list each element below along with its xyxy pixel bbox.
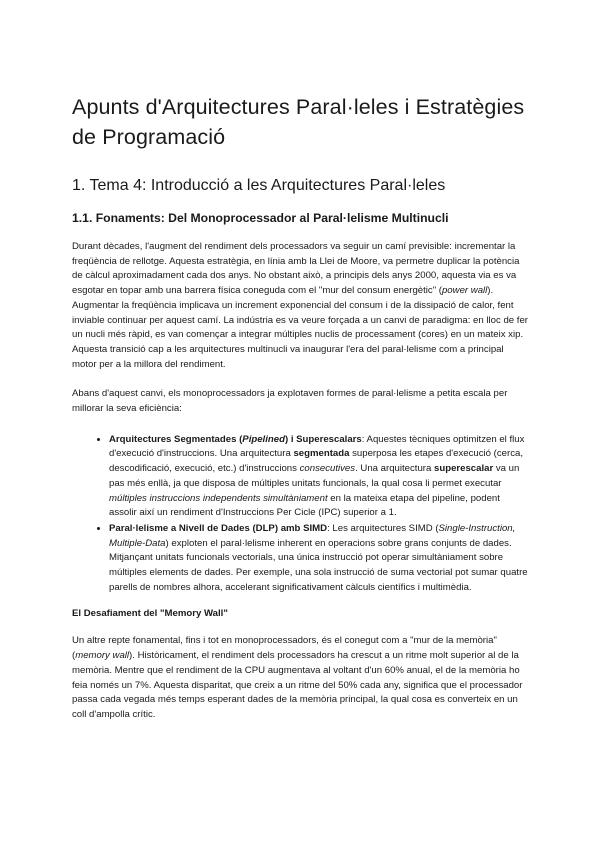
bullet2-title: Paral·lelisme a Nivell de Dades (DLP) amb SIMD [109, 522, 328, 534]
subheading-memory-wall: El Desafiament del "Memory Wall" [72, 608, 228, 620]
bullet1-emphasis-2: múltiples instruccions independents simultàniament [109, 492, 328, 504]
para3-emphasis: memory wall [75, 650, 130, 662]
list-item-simd [109, 521, 528, 596]
chapter-heading: 1. Tema 4: Introducció a les Arquitectures Paral·leles [72, 177, 446, 194]
bullet1-keyword-1: segmentada [293, 448, 350, 460]
para1-text-b: ). Augmentar la freqüència implicava un increment exponencial del consum i de la dissipació de calor, fent inviable continuar per aquest camí. La indústria es va veure forçada a un canvi de paradigma: en lloc de fer un nucli més ràpid, es van començar a integrar múltiples nuclis de processament (cores) en un mateix xip. Aquesta transició cap a les arquitectures multinucli va inaugurar l'era del paral·lelisme com a principal motor per a la millora del rendiment. [72, 285, 528, 370]
bullet1-title-italic: Pipelined [242, 433, 285, 445]
bullet1-title-a: Arquitectures Segmentades ( [109, 433, 243, 445]
document-title: Apunts d'Arquitectures Paral·leles i Estratègies de Programació [72, 95, 525, 149]
bullet2-text-2: ) exploten el paral·lelisme inherent en operacions sobre grans conjunts de dades. Mitjançant unitats funcionals vectorials, una única instrucció pot operar simultàniament sobre múltiples elements de dades. Per exemple, una sola instrucció de suma vectorial pot sumar quatre parells de nombres alhora, accelerant significativament càlculs científics i multimèdia. [109, 537, 528, 593]
bullet1-text-2: superposa les etapes d'execució (cerca, descodificació, execució, etc.) d'instruccions [109, 448, 523, 475]
list-item-pipelined [109, 432, 528, 521]
paragraph-memory-wall [72, 634, 528, 722]
para3-text-b: ). Històricament, el rendiment dels processadors ha crescut a un ritme molt superior al de la memòria. Mentre que el rendiment de la CPU augmentava al voltant d'un 60% anual, el de la memòria ho feia només un 7%. Aquesta disparitat, que creix a un ritme del 50% cada any, significa que el processador passa cada vegada més temps esperant dades de la memòria principal, la qual cosa es converteix en un coll d'ampolla crític. [72, 650, 523, 720]
bullet1-text-1: : Aquestes tècniques optimitzen el flux d'execució d'instruccions. Una arquitectura [109, 433, 525, 460]
para1-emphasis: power wall [441, 285, 488, 297]
bullet2-emphasis: Single-Instruction, Multiple-Data [109, 522, 516, 549]
bullet2-text-1: : Les arquitectures SIMD ( [327, 522, 439, 534]
para3-text-a: Un altre repte fonamental, fins i tot en monoprocessadors, és el conegut com a "mur de la memòria" ( [72, 635, 497, 662]
document-page [72, 92, 528, 738]
bullet1-keyword-2: superescalar [434, 463, 494, 475]
para1-text-a: Durant dècades, l'augment del rendiment dels processadors va seguir un camí previsible: incrementar la freqüència de rellotge. Aquesta estratègia, en línia amb la Llei de Moore, va permetre duplicar la potència de càlcul aproximadament cada dos anys. No obstant això, a principis dels anys 2000, aquesta via es va esgotar en topar amb una barrera física coneguda com el "mur del consum energètic" ( [72, 241, 520, 297]
section-heading: 1.1. Fonaments: Del Monoprocessador al Paral·lelisme Multinucli [72, 211, 449, 225]
bullet1-text-5: en la mateixa etapa del pipeline, podent assolir així un rendiment d'Instruccions Per Cicle (IPC) superior a 1. [109, 492, 500, 519]
techniques-list [72, 432, 528, 596]
bullet1-emphasis-1: consecutives [299, 463, 356, 475]
bullet1-title-b: ) i Superescalars [284, 433, 362, 445]
paragraph-before-change: Abans d'aquest canvi, els monoprocessadors ja explotaven formes de paral·lelisme a petita escala per millorar la seva eficiència: [72, 388, 508, 415]
bullet1-text-3: . Una arquitectura [355, 463, 435, 475]
bullet1-text-4: va un pas més enllà, ja que disposa de múltiples unitats funcionals, la qual cosa li permet executar [109, 463, 520, 489]
paragraph-intro [72, 240, 528, 372]
